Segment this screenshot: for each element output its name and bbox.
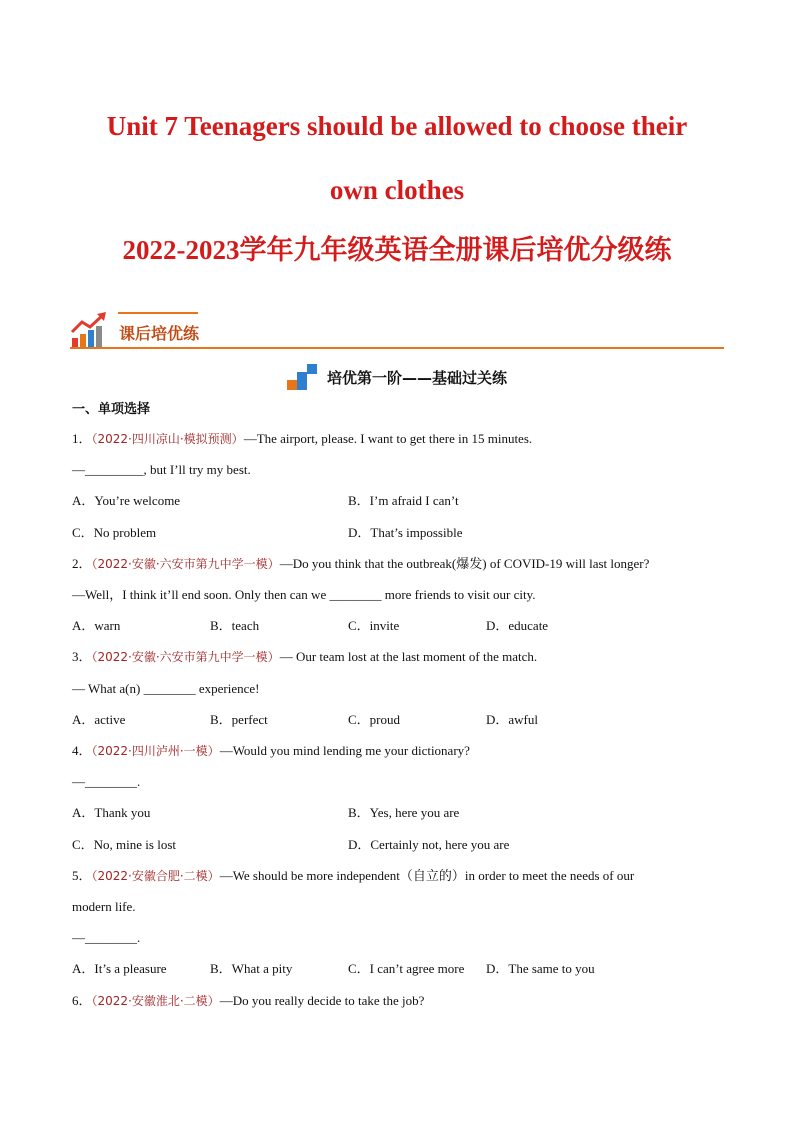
- question-3-option-d[interactable]: D．awful: [486, 712, 538, 727]
- question-3-option-c[interactable]: C．proud: [348, 712, 401, 727]
- question-2-option-a[interactable]: A．warn: [72, 618, 121, 633]
- part-title: 一、单项选择: [72, 402, 151, 417]
- question-3-response: — What a(n) ________ experience!: [72, 681, 260, 696]
- stage-heading: [0, 364, 794, 390]
- section-label: 课后培优练: [119, 324, 200, 343]
- question-3-option-b[interactable]: B．perfect: [210, 712, 268, 727]
- question-4-option-d[interactable]: D．Certainly not, here you are: [348, 837, 510, 852]
- question-1-option-a[interactable]: A．You’re welcome: [72, 493, 181, 508]
- question-5-option-b[interactable]: B．What a pity: [210, 961, 293, 976]
- question-5-response: —________.: [72, 930, 141, 945]
- question-4-option-b[interactable]: B．Yes, here you are: [348, 805, 460, 820]
- question-2-option-b[interactable]: B．teach: [210, 618, 260, 633]
- question-4-option-a[interactable]: A．Thank you: [72, 805, 151, 820]
- question-source: （2022·安徽淮北·二模）: [91, 994, 220, 1008]
- section-overline: [118, 312, 198, 314]
- document-title-line1: Unit 7 Teenagers should be allowed to choose their: [106, 111, 688, 141]
- question-5-stem: 5．（2022·安徽合肥·二模）—We should be more independent（自立的）in order to meet the needs of our: [72, 868, 635, 883]
- question-4-option-c[interactable]: C．No, mine is lost: [72, 837, 177, 852]
- question-2-stem: 2．（2022·安徽·六安市第九中学一模）—Do you think that the outbreak(爆发) of COVID-19 will last longer?: [72, 556, 650, 571]
- question-1-stem: 1．（2022·四川凉山·模拟预测）—The airport, please. I want to get there in 15 minutes.: [72, 431, 533, 446]
- question-source: （2022·安徽合肥·二模）: [91, 869, 220, 883]
- question-source: （2022·四川凉山·模拟预测）: [91, 432, 244, 446]
- question-2-response: —Well，I think it’ll end soon. Only then can we ________ more friends to visit our city.: [72, 587, 536, 602]
- question-1-option-d[interactable]: D．That’s impossible: [348, 525, 463, 540]
- question-2-option-c[interactable]: C．invite: [348, 618, 400, 633]
- stairs-icon: [287, 364, 319, 390]
- question-source: （2022·安徽·六安市第九中学一模）: [91, 557, 280, 571]
- question-3-option-a[interactable]: A．active: [72, 712, 126, 727]
- question-source: （2022·四川泸州·一模）: [91, 744, 220, 758]
- question-5-option-c[interactable]: C．I can’t agree more: [348, 961, 465, 976]
- question-1-option-c[interactable]: C．No problem: [72, 525, 157, 540]
- question-5-option-d[interactable]: D．The same to you: [486, 961, 595, 976]
- question-4-response: —________.: [72, 774, 141, 789]
- question-3-stem: 3．（2022·安徽·六安市第九中学一模）— Our team lost at the last moment of the match.: [72, 649, 538, 664]
- question-source: （2022·安徽·六安市第九中学一模）: [91, 650, 280, 664]
- question-5-option-a[interactable]: A．It’s a pleasure: [72, 961, 167, 976]
- question-1-response: —_________, but I’ll try my best.: [72, 462, 251, 477]
- question-6-stem: 6．（2022·安徽淮北·二模）—Do you really decide to take the job?: [72, 993, 425, 1008]
- document-title-line2: own clothes: [329, 175, 465, 205]
- document-title-chinese: 2022-2023学年九年级英语全册课后培优分级练: [122, 235, 672, 265]
- question-1-option-b[interactable]: B．I’m afraid I can’t: [348, 493, 459, 508]
- rising-bar-chart-icon: [70, 312, 110, 350]
- stage-label: 培优第一阶——基础过关练: [326, 368, 507, 387]
- question-2-option-d[interactable]: D．educate: [486, 618, 549, 633]
- question-5-stem-continued: modern life.: [72, 899, 136, 914]
- section-header: [70, 306, 724, 350]
- question-4-stem: 4．（2022·四川泸州·一模）—Would you mind lending me your dictionary?: [72, 743, 470, 758]
- section-divider: [70, 347, 724, 349]
